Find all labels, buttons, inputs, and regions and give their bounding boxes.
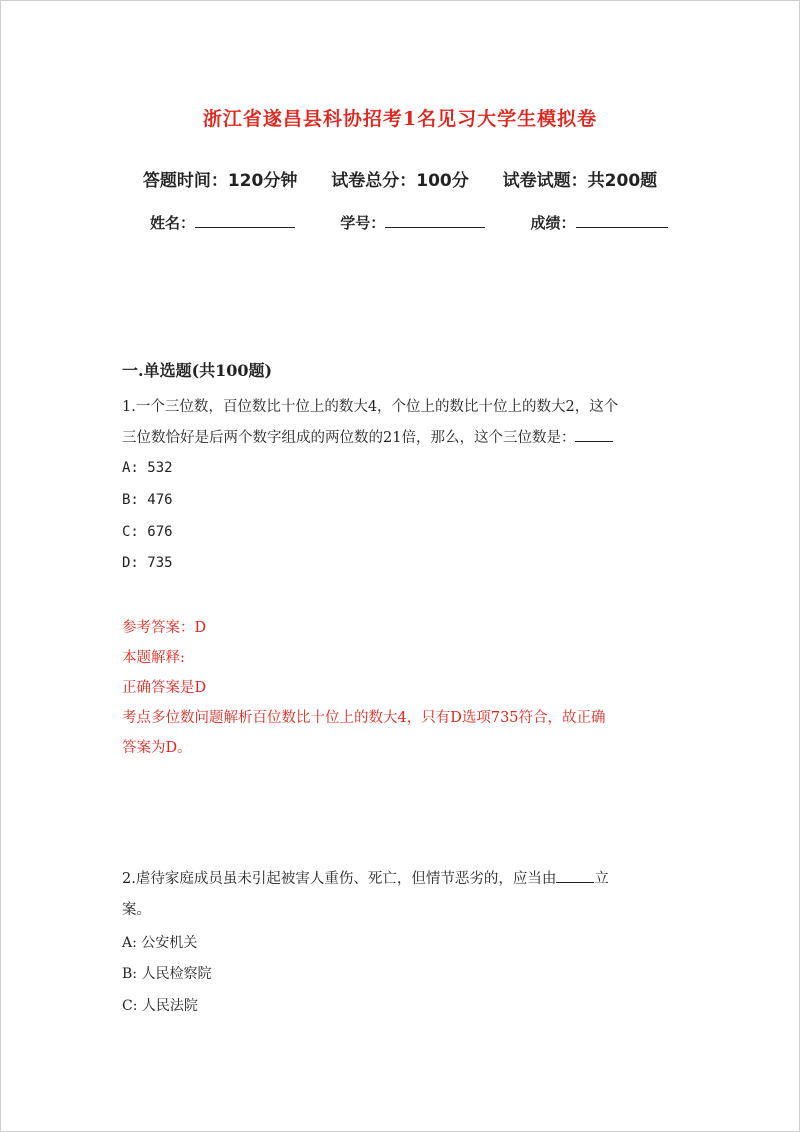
section-title: 一.单选题(共100题) xyxy=(122,361,273,380)
score-label: 成绩： xyxy=(530,214,576,232)
id-field xyxy=(340,212,485,233)
question-1-explain-line-1: 正确答案是D xyxy=(122,680,207,696)
exam-title: 浙江省遂昌县科协招考1名见习大学生模拟卷 xyxy=(202,108,598,130)
question-1-option-b[interactable]: B: 476 xyxy=(122,492,173,508)
answer-blank xyxy=(556,870,594,883)
question-2-line-2: 案。 xyxy=(122,902,151,918)
name-blank[interactable] xyxy=(195,213,295,228)
question-1-explain-label: 本题解释: xyxy=(122,650,185,666)
question-1-line-1: 1.一个三位数，百位数比十位上的数大4，个位上的数比十位上的数大2，这个 xyxy=(122,399,619,415)
question-2-option-a[interactable]: A: 公安机关 xyxy=(122,935,198,951)
id-blank[interactable] xyxy=(385,213,485,228)
exam-meta xyxy=(0,166,800,191)
exam-time: 答题时间：120分钟 xyxy=(142,171,298,191)
student-info-row xyxy=(150,212,710,233)
question-1-answer: 参考答案：D xyxy=(122,620,207,636)
question-1-option-d[interactable]: D: 735 xyxy=(122,555,173,571)
exam-question-count: 试卷试题：共200题 xyxy=(502,171,658,191)
question-1-explain-line-2: 考点多位数问题解析百位数比十位上的数大4，只有D选项735符合，故正确 xyxy=(122,710,606,726)
question-2-text xyxy=(122,864,678,926)
name-field xyxy=(150,212,295,233)
question-1-option-a[interactable]: A: 532 xyxy=(122,460,173,476)
question-1-option-c[interactable]: C: 676 xyxy=(122,524,173,540)
question-2-option-b[interactable]: B: 人民检察院 xyxy=(122,966,212,982)
question-1-explain-line-3: 答案为D。 xyxy=(122,740,192,756)
question-1-line-2: 三位数恰好是后两个数字组成的两位数的21倍，那么，这个三位数是： xyxy=(122,423,678,454)
question-2-line-1: 2.虐待家庭成员虽未引起被害人重伤、死亡，但情节恶劣的，应当由 立 xyxy=(122,871,609,887)
exam-total-score: 试卷总分：100分 xyxy=(331,171,469,191)
id-label: 学号： xyxy=(340,214,386,232)
score-blank[interactable] xyxy=(576,213,668,228)
name-label: 姓名： xyxy=(150,214,196,232)
question-1-text xyxy=(122,392,678,454)
question-2-option-c[interactable]: C: 人民法院 xyxy=(122,998,198,1014)
score-field xyxy=(531,212,668,233)
question-1-answer-block xyxy=(122,613,678,763)
answer-blank xyxy=(575,429,613,442)
